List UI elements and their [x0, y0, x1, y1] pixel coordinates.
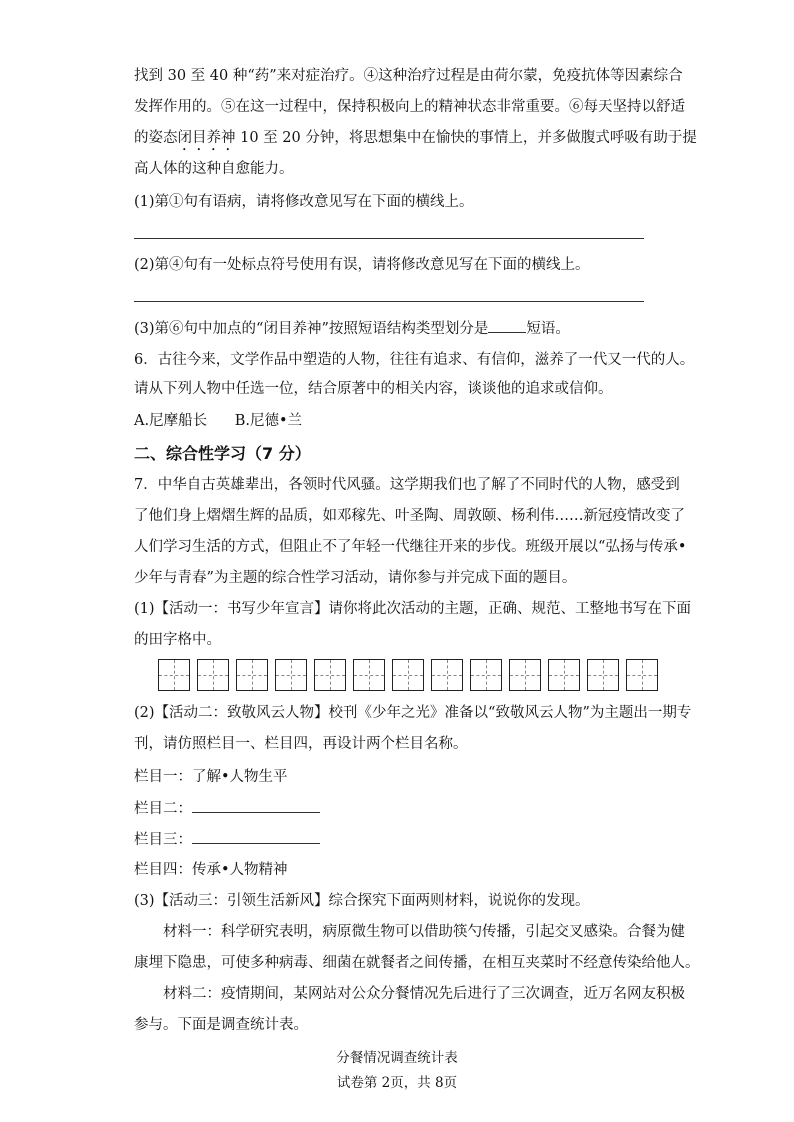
- writing-grid[interactable]: [158, 659, 658, 691]
- passage-line-2: 发挥作用的。⑤在这一过程中，保持积极向上的精神状态非常重要。⑥每天坚持以舒适: [134, 99, 685, 115]
- activity-1-line-1: (1)【活动一：书写少年宣言】请你将此次活动的主题，正确、规范、工整地书写在下面: [134, 601, 692, 617]
- passage-line-1: 找到 30 至 40 种“药”来对症治疗。④这种治疗过程是由荷尔蒙，免疫抗体等因素综合: [134, 68, 683, 84]
- question-3: [134, 318, 570, 339]
- column-4: 栏目四：传承•人物精神: [134, 862, 288, 878]
- question-7-line-2: 了他们身上熠熠生辉的品质，如邓稼先、叶圣陶、周敦颐、杨利伟……新冠疫情改变了: [134, 508, 685, 524]
- answer-line-1[interactable]: [134, 238, 644, 239]
- activity-2-line-1: (2)【活动二：致敬风云人物】校刊《少年之光》准备以“致敬风云人物”为主题出一期专: [134, 705, 692, 721]
- grid-cell[interactable]: [587, 659, 619, 691]
- grid-cell[interactable]: [314, 659, 346, 691]
- grid-cell[interactable]: [470, 659, 502, 691]
- column-3-label: 栏目三：: [134, 832, 192, 848]
- grid-cell[interactable]: [626, 659, 658, 691]
- section-heading: 二、综合性学习（7 分）: [134, 444, 311, 463]
- material-1-line-2: 康埋下隐患，可使多种病毒、细菌在就餐者之间传播，在相互夹菜时不经意传染给他人。: [134, 955, 700, 971]
- question-2: (2)第④句有一处标点符号使用有误，请将修改意见写在下面的横线上。: [134, 257, 590, 273]
- grid-cell[interactable]: [509, 659, 541, 691]
- question-3-text: (3)第⑥句中加点的“闭目养神”按照短语结构类型划分是: [134, 321, 489, 337]
- passage-line-3-end: 10 至 20 分钟，将思想集中在愉快的事情上，并多做腹式呼吸有助于提: [235, 130, 697, 146]
- column-1: 栏目一：了解•人物生平: [134, 769, 288, 785]
- grid-cell[interactable]: [548, 659, 580, 691]
- table-title: 分餐情况调查统计表: [336, 1050, 458, 1066]
- grid-cell[interactable]: [353, 659, 385, 691]
- question-7-line-1: 7．中华自古英雄辈出，各领时代风骚。这学期我们也了解了不同时代的人物，感受到: [134, 477, 680, 493]
- question-1: (1)第①句有语病，请将修改意见写在下面的横线上。: [134, 194, 474, 210]
- column-3-blank[interactable]: [192, 829, 320, 844]
- passage-line-4: 高人体的这种自愈能力。: [134, 161, 294, 177]
- question-6-options: A.尼摩船长 B.尼德•兰: [134, 413, 303, 429]
- question-3-end: 短语。: [526, 321, 570, 337]
- answer-line-2[interactable]: [134, 301, 644, 302]
- passage-line-3: [134, 128, 697, 154]
- activity-3: (3)【活动三：引领生活新风】综合探究下面两则材料，说说你的发现。: [134, 893, 590, 909]
- grid-cell[interactable]: [158, 659, 190, 691]
- material-1-line-1: 材料一：科学研究表明，病原微生物可以借助筷勺传播，引起交叉感染。合餐为健: [163, 924, 685, 940]
- grid-cell[interactable]: [197, 659, 229, 691]
- material-2-line-2: 参与。下面是调查统计表。: [134, 1017, 308, 1033]
- question-6-line-1: 6．古往今来，文学作品中塑造的人物，往往有追求、有信仰，滋养了一代又一代的人。: [134, 352, 695, 368]
- column-2: [134, 798, 320, 819]
- emphasized-phrase: 闭目养神: [177, 130, 236, 146]
- column-2-label: 栏目二：: [134, 801, 192, 817]
- grid-cell[interactable]: [275, 659, 307, 691]
- activity-2-line-2: 刊，请仿照栏目一、栏目四，再设计两个栏目名称。: [134, 736, 468, 752]
- column-3: [134, 829, 320, 850]
- activity-1-line-2: 的田字格中。: [134, 632, 221, 648]
- grid-cell[interactable]: [431, 659, 463, 691]
- page-footer: 试卷第 2页，共 8页: [336, 1075, 458, 1091]
- grid-cell[interactable]: [392, 659, 424, 691]
- grid-cell[interactable]: [236, 659, 268, 691]
- material-2-line-1: 材料二：疫情期间，某网站对公众分餐情况先后进行了三次调查，近万名网友积极: [163, 986, 685, 1002]
- column-2-blank[interactable]: [192, 798, 320, 813]
- question-7-line-4: 少年与青春”为主题的综合性学习活动，请你参与并完成下面的题目。: [134, 570, 577, 586]
- question-7-line-3: 人们学习生活的方式，但阻止不了年轻一代继往开来的步伐。班级开展以“弘扬与传承•: [134, 539, 687, 555]
- answer-blank[interactable]: [488, 318, 526, 333]
- passage-line-3-start: 的姿态: [134, 130, 178, 146]
- question-6-line-2: 请从下列人物中任选一位，结合原著中的相关内容，谈谈他的追求或信仰。: [134, 381, 613, 397]
